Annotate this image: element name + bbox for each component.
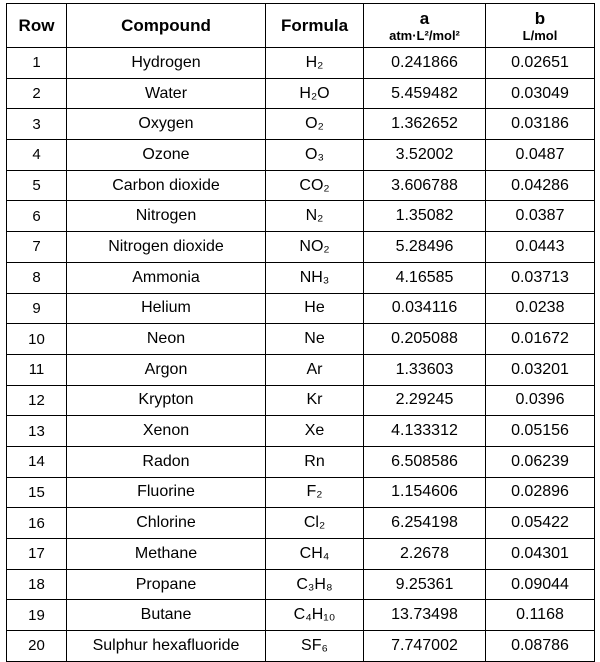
compound-cell: Fluorine — [67, 477, 266, 508]
b-value-cell: 0.01672 — [486, 324, 595, 355]
b-value-cell: 0.0387 — [486, 201, 595, 232]
row-number-cell: 12 — [7, 385, 67, 416]
compound-cell: Hydrogen — [67, 48, 266, 79]
formula-cell: SF₆ — [266, 631, 364, 662]
table-row — [7, 78, 595, 109]
header-b-unit: L/mol — [522, 27, 558, 43]
table-row — [7, 232, 595, 263]
header-row — [7, 4, 595, 48]
compound-cell: Methane — [67, 539, 266, 570]
a-value-cell: 6.254198 — [364, 508, 486, 539]
table-row — [7, 600, 595, 631]
row-number-cell: 1 — [7, 48, 67, 79]
b-value-cell: 0.09044 — [486, 569, 595, 600]
b-value-cell: 0.02896 — [486, 477, 595, 508]
b-value-cell: 0.06239 — [486, 446, 595, 477]
compound-cell: Nitrogen — [67, 201, 266, 232]
table-row — [7, 385, 595, 416]
formula-cell: CH₄ — [266, 539, 364, 570]
compound-cell: Nitrogen dioxide — [67, 232, 266, 263]
formula-cell: H₂O — [266, 78, 364, 109]
a-value-cell: 4.133312 — [364, 416, 486, 447]
compound-cell: Neon — [67, 324, 266, 355]
header-formula: Formula — [266, 4, 364, 48]
compound-cell: Radon — [67, 446, 266, 477]
b-value-cell: 0.03049 — [486, 78, 595, 109]
table-row — [7, 569, 595, 600]
a-value-cell: 0.034116 — [364, 293, 486, 324]
b-value-cell: 0.0396 — [486, 385, 595, 416]
b-value-cell: 0.08786 — [486, 631, 595, 662]
a-value-cell: 3.606788 — [364, 170, 486, 201]
table-row — [7, 262, 595, 293]
compound-cell: Chlorine — [67, 508, 266, 539]
a-value-cell: 5.459482 — [364, 78, 486, 109]
table-row — [7, 140, 595, 171]
b-value-cell: 0.0238 — [486, 293, 595, 324]
formula-cell: O₂ — [266, 109, 364, 140]
formula-cell: O₃ — [266, 140, 364, 171]
formula-cell: Ne — [266, 324, 364, 355]
table-body — [7, 48, 595, 662]
b-value-cell: 0.04286 — [486, 170, 595, 201]
table-row — [7, 539, 595, 570]
row-number-cell: 17 — [7, 539, 67, 570]
row-number-cell: 15 — [7, 477, 67, 508]
compound-cell: Helium — [67, 293, 266, 324]
header-b — [486, 4, 595, 48]
compound-cell: Sulphur hexafluoride — [67, 631, 266, 662]
row-number-cell: 3 — [7, 109, 67, 140]
compound-cell: Propane — [67, 569, 266, 600]
header-a-unit: atm·L²/mol² — [389, 27, 460, 43]
a-value-cell: 2.2678 — [364, 539, 486, 570]
table-row — [7, 446, 595, 477]
compound-cell: Krypton — [67, 385, 266, 416]
a-value-cell: 9.25361 — [364, 569, 486, 600]
table-row — [7, 48, 595, 79]
b-value-cell: 0.1168 — [486, 600, 595, 631]
table-row — [7, 477, 595, 508]
compound-cell: Ammonia — [67, 262, 266, 293]
table-row — [7, 354, 595, 385]
table-row — [7, 293, 595, 324]
formula-cell: N₂ — [266, 201, 364, 232]
row-number-cell: 19 — [7, 600, 67, 631]
formula-cell: F₂ — [266, 477, 364, 508]
a-value-cell: 4.16585 — [364, 262, 486, 293]
a-value-cell: 5.28496 — [364, 232, 486, 263]
a-value-cell: 0.241866 — [364, 48, 486, 79]
header-row-number: Row — [7, 4, 67, 48]
row-number-cell: 6 — [7, 201, 67, 232]
row-number-cell: 10 — [7, 324, 67, 355]
row-number-cell: 20 — [7, 631, 67, 662]
row-number-cell: 8 — [7, 262, 67, 293]
formula-cell: C₃H₈ — [266, 569, 364, 600]
row-number-cell: 14 — [7, 446, 67, 477]
formula-cell: Cl₂ — [266, 508, 364, 539]
row-number-cell: 2 — [7, 78, 67, 109]
compound-cell: Butane — [67, 600, 266, 631]
row-number-cell: 7 — [7, 232, 67, 263]
header-a-symbol: a — [419, 8, 430, 28]
row-number-cell: 11 — [7, 354, 67, 385]
compound-cell: Carbon dioxide — [67, 170, 266, 201]
a-value-cell: 13.73498 — [364, 600, 486, 631]
row-number-cell: 5 — [7, 170, 67, 201]
a-value-cell: 0.205088 — [364, 324, 486, 355]
table-row — [7, 109, 595, 140]
row-number-cell: 18 — [7, 569, 67, 600]
formula-cell: C₄H₁₀ — [266, 600, 364, 631]
row-number-cell: 9 — [7, 293, 67, 324]
formula-cell: Rn — [266, 446, 364, 477]
a-value-cell: 3.52002 — [364, 140, 486, 171]
table-row — [7, 631, 595, 662]
a-value-cell: 1.154606 — [364, 477, 486, 508]
formula-cell: He — [266, 293, 364, 324]
b-value-cell: 0.03713 — [486, 262, 595, 293]
formula-cell: Kr — [266, 385, 364, 416]
formula-cell: Ar — [266, 354, 364, 385]
table-row — [7, 508, 595, 539]
b-value-cell: 0.05156 — [486, 416, 595, 447]
formula-cell: Xe — [266, 416, 364, 447]
table-row — [7, 324, 595, 355]
b-value-cell: 0.05422 — [486, 508, 595, 539]
row-number-cell: 4 — [7, 140, 67, 171]
formula-cell: NO₂ — [266, 232, 364, 263]
b-value-cell: 0.03201 — [486, 354, 595, 385]
compound-cell: Ozone — [67, 140, 266, 171]
table-row — [7, 201, 595, 232]
compound-cell: Argon — [67, 354, 266, 385]
row-number-cell: 13 — [7, 416, 67, 447]
header-compound: Compound — [67, 4, 266, 48]
row-number-cell: 16 — [7, 508, 67, 539]
a-value-cell: 1.362652 — [364, 109, 486, 140]
header-b-symbol: b — [534, 8, 546, 28]
a-value-cell: 2.29245 — [364, 385, 486, 416]
compound-cell: Oxygen — [67, 109, 266, 140]
b-value-cell: 0.0443 — [486, 232, 595, 263]
formula-cell: H₂ — [266, 48, 364, 79]
b-value-cell: 0.04301 — [486, 539, 595, 570]
compound-cell: Xenon — [67, 416, 266, 447]
van-der-waals-table — [6, 3, 595, 662]
header-a — [364, 4, 486, 48]
b-value-cell: 0.03186 — [486, 109, 595, 140]
table-row — [7, 170, 595, 201]
a-value-cell: 1.33603 — [364, 354, 486, 385]
b-value-cell: 0.02651 — [486, 48, 595, 79]
b-value-cell: 0.0487 — [486, 140, 595, 171]
formula-cell: NH₃ — [266, 262, 364, 293]
a-value-cell: 7.747002 — [364, 631, 486, 662]
a-value-cell: 6.508586 — [364, 446, 486, 477]
table-row — [7, 416, 595, 447]
a-value-cell: 1.35082 — [364, 201, 486, 232]
formula-cell: CO₂ — [266, 170, 364, 201]
compound-cell: Water — [67, 78, 266, 109]
